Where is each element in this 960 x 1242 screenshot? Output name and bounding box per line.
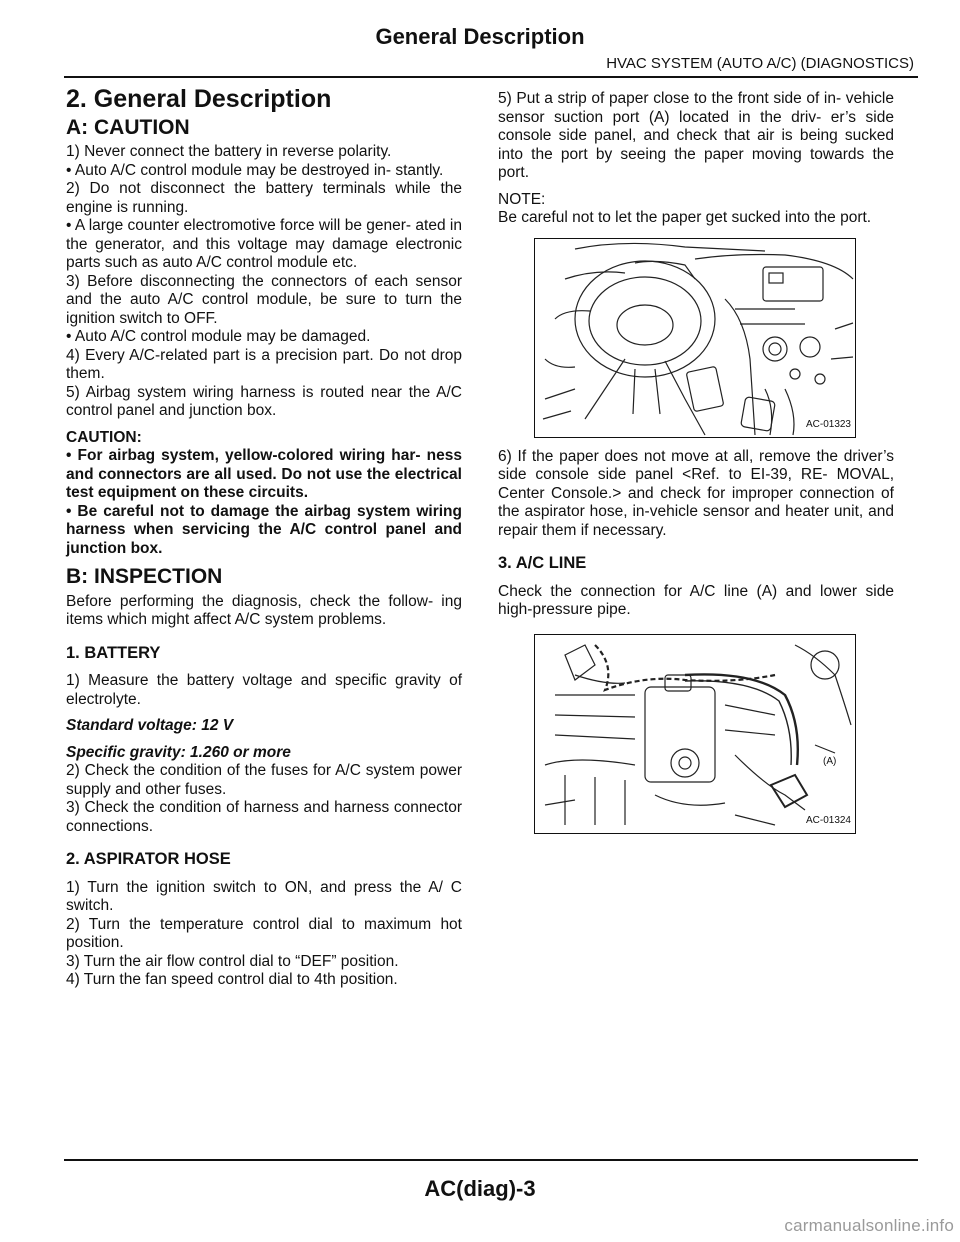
dashboard-figure	[534, 238, 856, 438]
figure-code: AC-01324	[805, 815, 851, 826]
section-title: 2. General Description	[66, 85, 332, 113]
battery-step: 1) Measure the battery voltage and specific gravity of electrolyte.	[66, 672, 462, 708]
aspirator-step: 2) Turn the temperature control dial to maximum hot position.	[66, 915, 462, 951]
caution-item: 2) Do not disconnect the battery terminals while the engine is running.	[66, 180, 462, 216]
caution-item: 5) Airbag system wiring harness is routed near the A/C control panel and junction box.	[66, 383, 462, 419]
dashboard-illustration-icon	[535, 239, 855, 437]
aspirator-heading: 2. ASPIRATOR HOSE	[66, 850, 231, 868]
caution-label: CAUTION:	[66, 428, 142, 446]
left-column	[66, 84, 462, 990]
note-label: NOTE:	[498, 190, 546, 208]
callout-a-label: (A)	[823, 755, 837, 767]
footer-divider	[64, 1159, 918, 1161]
caution-item: • Auto A/C control module may be damaged.	[66, 328, 371, 345]
acline-illustration-icon	[535, 635, 855, 833]
battery-step: 2) Check the condition of the fuses for A/C system power supply and other fuses.	[66, 762, 462, 798]
aspirator-step: 6) If the paper does not move at all, remove the driver’s side console side panel <Ref. to EI-39, RE- MOVAL, Center Console.> and check for improper connection of the aspirator hose, in-vehicle sensor and heater unit, and repair them if necessary.	[498, 447, 894, 539]
header-subtitle: HVAC SYSTEM (AUTO A/C) (DIAGNOSTICS)	[606, 55, 914, 72]
caution-item: 4) Every A/C-related part is a precision part. Do not drop them.	[66, 346, 462, 382]
caution-heading: A: CAUTION	[66, 115, 190, 139]
caution-item: 1) Never connect the battery in reverse polarity.	[66, 143, 392, 160]
battery-heading: 1. BATTERY	[66, 643, 161, 662]
battery-step: 3) Check the condition of harness and harness connector connections.	[66, 799, 462, 835]
caution-item: • A large counter electromotive force will be gener- ated in the generator, and this voltage may damage electronic parts such as auto A/C control module etc.	[66, 217, 462, 271]
header-title: General Description	[375, 24, 585, 49]
inspection-heading: B: INSPECTION	[66, 565, 223, 588]
caution-note: • For airbag system, yellow-colored wiring har- ness and connectors are all used. Do not use the electrical test equipment on these circuits.	[66, 447, 462, 501]
figure-code: AC-01323	[805, 419, 851, 430]
caution-item: • Auto A/C control module may be destroyed in- stantly.	[66, 161, 444, 179]
acline-step: Check the connection for A/C line (A) and lower side high-pressure pipe.	[498, 582, 894, 618]
aspirator-step: 3) Turn the air flow control dial to “DEF” position.	[66, 952, 399, 970]
standard-voltage: Standard voltage: 12 V	[66, 717, 234, 734]
header-divider	[64, 76, 918, 78]
aspirator-step: 5) Put a strip of paper close to the front side of in- vehicle sensor suction port (A) located in the driv- er’s side console side panel, and check that air is being sucked into the port by seeing the paper moving towards the port.	[498, 90, 894, 181]
watermark: carmanualsonline.info	[784, 1216, 954, 1235]
inspection-intro: Before performing the diagnosis, check the follow- ing items which might affect A/C system problems.	[66, 592, 462, 628]
note-text: Be careful not to let the paper get sucked into the port.	[498, 209, 872, 226]
acline-heading: 3. A/C LINE	[498, 554, 587, 572]
aspirator-step: 1) Turn the ignition switch to ON, and press the A/ C switch.	[66, 878, 462, 914]
specific-gravity: Specific gravity: 1.260 or more	[66, 743, 291, 761]
right-column	[498, 84, 894, 844]
acline-figure	[534, 634, 856, 834]
caution-note: • Be careful not to damage the airbag system wiring harness when servicing the A/C control panel and junction box.	[66, 502, 462, 557]
caution-item: 3) Before disconnecting the connectors of each sensor and the auto A/C control module, be sure to turn the ignition switch to OFF.	[66, 272, 462, 327]
aspirator-step: 4) Turn the fan speed control dial to 4th position.	[66, 971, 398, 988]
page-number: AC(diag)-3	[424, 1176, 536, 1201]
